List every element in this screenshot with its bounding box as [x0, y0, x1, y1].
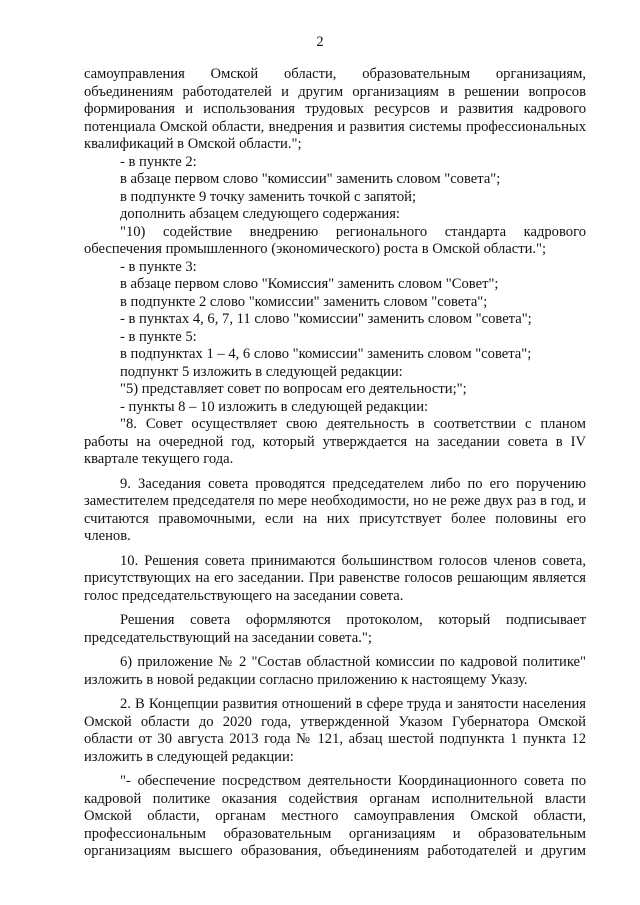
paragraph: "10) содействие внедрению регионального стандарта кадрового обеспечения промышленного (экономического) роста в Омской области."; [84, 223, 586, 257]
paragraph: в подпункте 2 слово "комиссии" заменить словом "совета"; [120, 293, 488, 310]
paragraph: - пункты 8 – 10 изложить в следующей редакции: [120, 398, 429, 415]
paragraph: - в пункте 3: [120, 258, 197, 275]
paragraph: 9. Заседания совета проводятся председателем либо по его поручению заместителем председателя по мере необходимости, но не реже двух раз в год, и считаются правомочными, если на них присутствует более половины его членов. [84, 475, 586, 544]
paragraph: дополнить абзацем следующего содержания: [120, 206, 400, 222]
paragraph: в подпунктах 1 – 4, 6 слово "комиссии" заменить словом "совета"; [120, 346, 532, 362]
paragraph: подпункт 5 изложить в следующей редакции: [120, 363, 403, 380]
paragraph: "8. Совет осуществляет свою деятельность в соответствии с планом работы на очередной год, который утверждается на заседании совета в IV квартале текущего года. [84, 416, 586, 467]
page-number: 2 [316, 34, 324, 50]
paragraph: в абзаце первом слово "Комиссия" заменить словом "Совет"; [120, 276, 499, 292]
paragraph: Решения совета оформляются протоколом, который подписывает председательствующий на заседании совета."; [84, 612, 586, 646]
paragraph: самоуправления Омской области, образовательным организациям, объединениям работодателей и другим организациям в решении вопросов формирования и использования трудовых ресурсов и развития кадрового потенциала Омской области, внедрения и развития системы профессиональных квалификаций в Омской области."; [84, 66, 586, 152]
paragraph: - в пункте 5: [120, 328, 197, 345]
paragraph: - в пункте 2: [120, 153, 197, 170]
paragraph: 6) приложение № 2 "Состав областной комиссии по кадровой политике" изложить в новой редакции согласно приложению к настоящему Указу. [84, 654, 586, 688]
paragraph: 2. В Концепции развития отношений в сфере труда и занятости населения Омской области до 2020 года, утвержденной Указом Губернатора Омской области от 30 августа 2013 года № 121, абзац шестой подпункта 1 пункта 12 изложить в следующей редакции: [84, 696, 586, 765]
paragraph: в абзаце первом слово "комиссии" заменить словом "совета"; [120, 171, 501, 187]
paragraph: в подпункте 9 точку заменить точкой с запятой; [120, 188, 417, 205]
document-body [84, 66, 586, 861]
paragraph: "- обеспечение посредством деятельности Координационного совета по кадровой политике оказания содействия органам исполнительной власти Омской области, органам местного самоуправления Омской области, профессиональным образовательным организациям и образовательным организациям высшего образования, объединениям работодателей и другим [84, 773, 586, 859]
paragraph: - в пунктах 4, 6, 7, 11 слово "комиссии" заменить словом "совета"; [120, 311, 532, 327]
paragraph: "5) представляет совет по вопросам его деятельности;"; [120, 381, 467, 397]
paragraph: 10. Решения совета принимаются большинством голосов членов совета, присутствующих на его заседании. При равенстве голосов решающим является голос председательствующего на заседании совета. [84, 552, 586, 604]
